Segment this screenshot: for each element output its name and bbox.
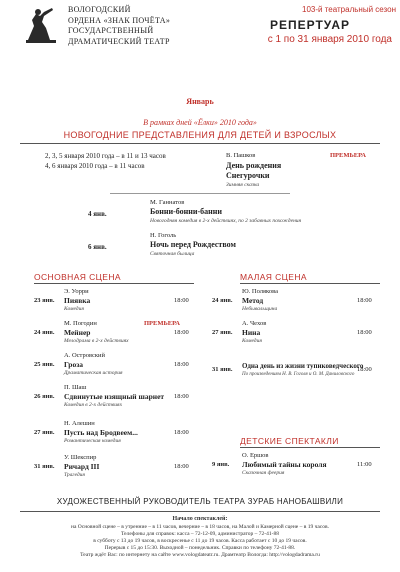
entry-title: Ричард III	[64, 462, 100, 471]
entry-date: 24 янв.	[34, 329, 55, 336]
entry-time: 18:00	[357, 329, 372, 336]
list-item	[212, 452, 380, 480]
entry-date: 27 янв.	[212, 329, 233, 336]
entry-title: Нина	[242, 328, 261, 337]
entry-title: Одна день из жизни тупиковедческого	[242, 362, 364, 370]
new-year-dates-2: 4, 6 января 2010 года – в 11 часов	[45, 162, 145, 170]
repertoire-title: РЕПЕРТУАР	[269, 18, 351, 32]
entry-date: 31 янв.	[34, 463, 55, 470]
play-genre: Зимняя сказка	[226, 182, 260, 188]
new-year-title: НОВОГОДНИЕ ПРЕДСТАВЛЕНИЯ ДЛЯ ДЕТЕЙ И ВЗРОСЛЫХ	[63, 130, 337, 140]
play-title: Ночь перед Рождеством	[150, 240, 236, 249]
children-title: ДЕТСКИЕ СПЕКТАКЛИ	[240, 436, 339, 446]
divider	[20, 143, 380, 144]
entry-date: 27 янв.	[34, 429, 55, 436]
repertoire-dates: с 1 по 31 января 2010 года	[267, 34, 392, 45]
entry-genre: Мелодрама в 2-х действиях	[64, 338, 129, 344]
entry-time: 18:00	[174, 429, 189, 436]
divider	[110, 193, 290, 194]
entry-author: П. Шаш	[64, 384, 87, 391]
entry-date: 25 янв.	[34, 361, 55, 368]
play-title: Бонни-бонни-банни	[150, 207, 222, 216]
entry-title: Гроза	[64, 360, 83, 369]
premiere-badge: ПРЕМЬЕРА	[144, 320, 180, 327]
play-author: В. Пашков	[226, 152, 256, 159]
footer-heading: Начало спектаклей:	[172, 516, 228, 522]
theatre-name	[68, 5, 208, 47]
play-title: Снегурочки	[226, 171, 270, 180]
list-item	[34, 352, 194, 378]
entry-genre: Небывальщина	[242, 306, 278, 312]
entry-author: М. Погодин	[64, 320, 97, 327]
list-item	[34, 454, 194, 480]
play-title: День рождения	[226, 161, 282, 170]
entry-genre: Драматическая история	[64, 370, 123, 376]
month-title: Январь	[186, 97, 214, 106]
entry-genre: Трагедия	[64, 472, 85, 478]
entry-author: Ю. Полякова	[242, 288, 278, 295]
entry-time: 18:00	[174, 393, 189, 400]
theatre-name-line: ГОСУДАРСТВЕННЫЙ	[68, 26, 154, 35]
list-item	[34, 384, 194, 410]
entry-author: Э. Уорри	[64, 288, 89, 295]
list-item	[212, 320, 380, 346]
entry-time: 18:00	[174, 297, 189, 304]
play-author: М. Ганнатов	[150, 199, 185, 206]
footer-line: Перерыв с 15 до 15:30. Выходной – понедельник. Справки по телефону 72-41-88.	[104, 545, 296, 551]
play-time: 4 янв.	[88, 210, 107, 218]
entry-author: А. Островский	[64, 352, 105, 359]
list-item	[212, 362, 380, 392]
entry-date: 23 янв.	[34, 297, 55, 304]
list-item	[34, 288, 194, 314]
entry-author: Н. Алешин	[64, 420, 95, 427]
footer-line: Телефоны для справок: касса – 72-12-09, администратор – 72-41-88	[121, 531, 279, 537]
entry-title: Пусть над Бродвеем...	[64, 428, 138, 437]
divider	[240, 283, 380, 284]
play-genre: Святочная былица	[150, 251, 195, 257]
entry-time: 18:00	[174, 329, 189, 336]
entry-date: 9 янв.	[212, 461, 230, 468]
entry-title: Любимый тайны короля	[242, 460, 327, 469]
entry-author: А. Чехов	[242, 320, 267, 327]
entry-author: У. Шекспир	[64, 454, 97, 461]
theatre-name-line: ОРДЕНА «ЗНАК ПОЧЁТА»	[68, 15, 171, 25]
play-time: 6 янв.	[88, 243, 107, 251]
premiere-badge: ПРЕМЬЕРА	[330, 152, 366, 159]
divider	[240, 447, 380, 448]
entry-time: 18:00	[357, 297, 372, 304]
entry-title: Сдвинутые изящный шарнет	[64, 392, 165, 401]
footer-line: в субботу с 13 до 19 часов, в воскресенье с 11 до 19 часов. Касса работает с 10 до 19 часов.	[93, 538, 307, 544]
entry-date: 24 янв.	[212, 297, 233, 304]
footer-line: на Основной сцене – в утренние – в 11 часов, вечерние – в 18 часов, на Малой и Камерной сцене – в 19 часов.	[71, 524, 329, 530]
artistic-director: ХУДОЖЕСТВЕННЫЙ РУКОВОДИТЕЛЬ ТЕАТРА ЗУРАБ НАНОБАШВИЛИ	[56, 497, 344, 506]
entry-title: Пиявка	[64, 296, 91, 305]
list-item	[34, 320, 194, 346]
theatre-logo	[22, 4, 62, 44]
framework-label: В рамках дней «Ёлки» 2010 года»	[143, 118, 257, 127]
main-stage-title: ОСНОВНАЯ СЦЕНА	[34, 272, 121, 282]
entry-date: 26 янв.	[34, 393, 55, 400]
new-year-dates-1: 2, 3, 5 января 2010 года – в 11 и 13 часов	[45, 152, 166, 160]
entry-time: 18:00	[174, 361, 189, 368]
entry-genre: Комедия	[64, 306, 84, 312]
entry-date: 31 янв.	[212, 366, 233, 373]
entry-genre: По произведениям Н. В. Гоголя и О. М. Даниловского	[242, 372, 355, 377]
entry-title: Мейнер	[64, 328, 91, 337]
play-author: Н. Гоголь	[150, 232, 177, 239]
divider	[20, 511, 380, 512]
small-stage-title: МАЛАЯ СЦЕНА	[240, 272, 307, 282]
entry-author: О. Ершов	[242, 452, 269, 459]
theatre-name-line: ВОЛОГОДСКИЙ	[68, 5, 131, 14]
theatre-name-line: ДРАМАТИЧЕСКИЙ ТЕАТР	[68, 36, 170, 46]
entry-title: Метод	[242, 296, 264, 305]
entry-genre: Комедия в 2-х действиях	[64, 402, 123, 408]
entry-genre: Комедия	[242, 338, 262, 344]
entry-time: 18:00	[174, 463, 189, 470]
list-item	[212, 288, 380, 314]
divider	[34, 283, 194, 284]
play-genre: Новогодняя комедия в 2-х действиях, по 2 забавных похождения	[150, 218, 302, 224]
entry-genre: Сказочная феерия	[242, 470, 285, 476]
season-label: 103-й театральный сезон	[302, 5, 396, 14]
entry-time: 11:00	[357, 461, 372, 468]
entry-time: 18:00	[357, 366, 372, 373]
entry-genre: Романтическая комедия	[64, 438, 121, 444]
footer-line: Театр ждёт Вас: по интернету на сайте www.vologdateatr.ru. Драмтеатр Вологда: http://vologdadrama.ru	[80, 552, 320, 558]
list-item	[34, 420, 194, 446]
